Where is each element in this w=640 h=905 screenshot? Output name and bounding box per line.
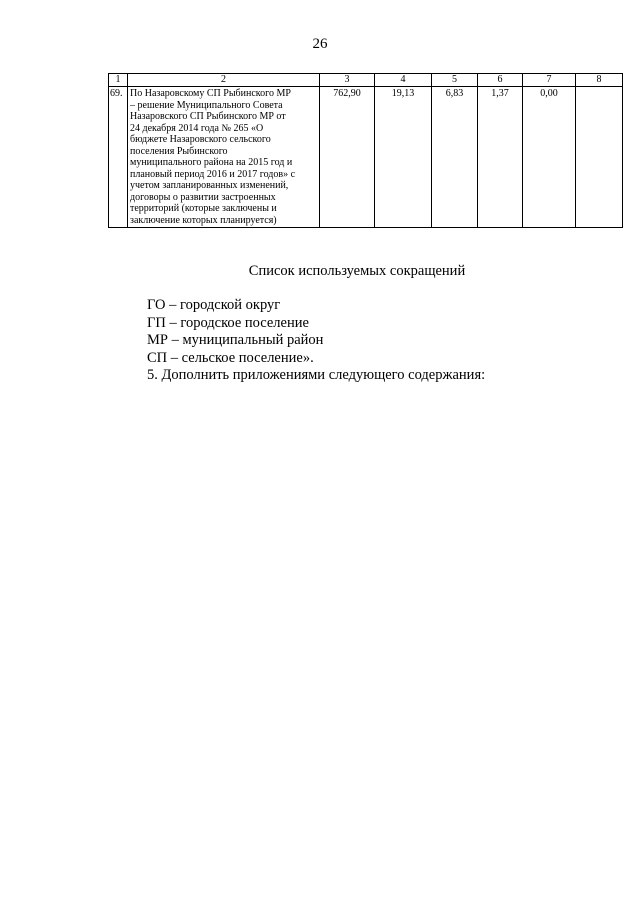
column-header: 4	[375, 74, 432, 87]
table-header-row	[109, 74, 623, 87]
row-name-line: муниципального района на 2015 год и	[130, 157, 293, 168]
abbreviations-title: Список используемых сокращений	[248, 263, 466, 279]
value-cell-3: 762,90	[320, 87, 375, 228]
abbreviation-item: ГО – городской округ	[147, 297, 281, 313]
value-cell-8	[576, 87, 623, 228]
column-header: 8	[576, 74, 623, 87]
row-name-line: плановый период 2016 и 2017 годов» с	[130, 168, 296, 180]
row-name-line: поселения Рыбинского	[130, 145, 228, 157]
row-name-line: Назаровского СП Рыбинского МР от	[130, 111, 286, 122]
row-name-line: учетом запланированных изменений,	[130, 180, 289, 191]
abbreviation-item: СП – сельское поселение».	[147, 349, 314, 366]
value-cell-7: 0,00	[523, 87, 576, 228]
column-header: 1	[109, 74, 128, 87]
closing-paragraph: 5. Дополнить приложениями следующего содержания:	[147, 367, 486, 383]
row-name-line: – решение Муниципального Совета	[130, 99, 283, 111]
value-cell-5: 6,83	[432, 87, 478, 228]
row-name-line: По Назаровскому СП Рыбинского МР	[130, 88, 291, 99]
row-name-cell	[128, 87, 320, 228]
row-name-line: территорий (которые заключены и	[130, 203, 277, 214]
column-header: 7	[523, 74, 576, 87]
table-row	[109, 87, 623, 228]
page-number: 26	[312, 36, 328, 52]
abbreviation-item: МР – муниципальный район	[147, 332, 324, 348]
row-name-line: заключение которых планируется)	[130, 214, 277, 226]
budget-table	[108, 73, 623, 228]
row-name-line: договоры о развитии застроенных	[130, 191, 276, 203]
column-header: 6	[478, 74, 523, 87]
value-cell-6: 1,37	[478, 87, 523, 228]
column-header: 5	[432, 74, 478, 87]
abbreviations-list	[147, 297, 485, 385]
value-cell-4: 19,13	[375, 87, 432, 228]
column-header: 2	[128, 74, 320, 87]
row-name-line: 24 декабря 2014 года № 265 «О	[130, 122, 264, 134]
column-header: 3	[320, 74, 375, 87]
row-name-line: бюджете Назаровского сельского	[130, 134, 271, 145]
row-number-cell: 69.	[109, 87, 128, 228]
abbreviation-item: ГП – городское поселение	[147, 314, 309, 331]
